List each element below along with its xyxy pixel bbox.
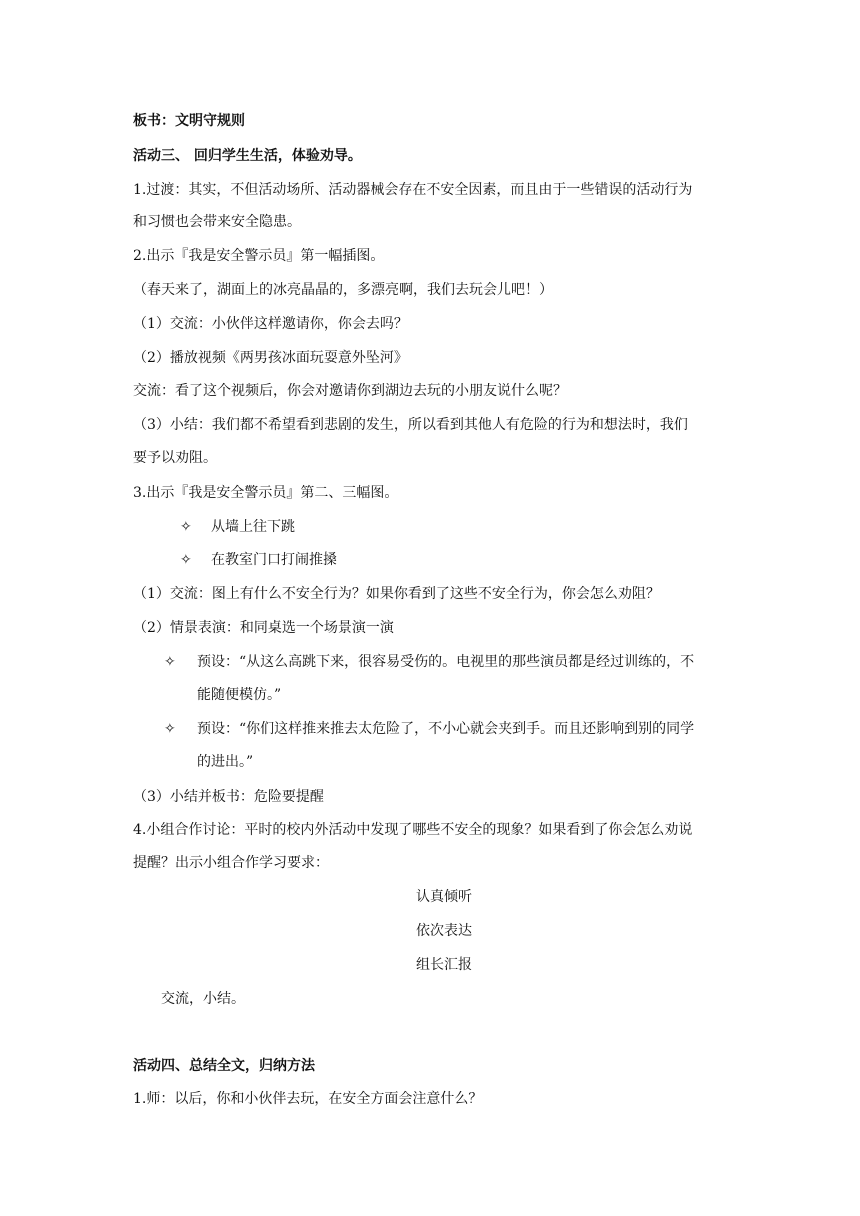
paragraph-2-item-3-line-2: 要予以劝阻。: [133, 450, 217, 466]
paragraph-2-quote: （春天来了，湖面上的冰亮晶晶的，多漂亮啊，我们去玩会儿吧！）: [133, 282, 553, 298]
bullet-diamond-icon: ✧: [164, 721, 176, 737]
paragraph-4-talk: 交流，小结。: [161, 991, 245, 1007]
paragraph-2-item-2: （2）播放视频《两男孩冰面玩耍意外坠河》: [133, 350, 408, 366]
paragraph-3-item-1: （1）交流：图上有什么不安全行为？如果你看到了这些不安全行为，你会怎么劝阻？: [133, 586, 660, 602]
paragraph-4-line-2: 提醒？出示小组合作学习要求：: [133, 855, 329, 871]
board-writing-1: 板书：文明守规则: [133, 113, 245, 129]
paragraph-3: 3.出示『我是安全警示员』第二、三幅图。: [133, 485, 399, 501]
bullet-item-2: 在教室门口打闹推搡: [211, 552, 337, 568]
bullet-diamond-icon: ✧: [164, 654, 176, 670]
paragraph-2-item-1: （1）交流：小伙伴这样邀请你，你会去吗？: [133, 316, 408, 332]
preset-2-line-2: 的进出。”: [197, 754, 254, 770]
paragraph-3-item-2: （2）情景表演：和同桌选一个场景演一演: [133, 620, 394, 636]
paragraph-4-line-1: 4.小组合作讨论：平时的校内外活动中发现了哪些不安全的现象？如果看到了你会怎么劝说: [133, 822, 693, 838]
requirement-3: 组长汇报: [416, 957, 472, 973]
bullet-diamond-icon: ✧: [180, 519, 192, 535]
activity-4-heading: 活动四、总结全文，归纳方法: [133, 1058, 315, 1074]
paragraph-2-talk: 交流：看了这个视频后，你会对邀请你到湖边去玩的小朋友说什么呢？: [133, 383, 567, 399]
preset-1-line-1: 预设：“从这么高跳下来，很容易受伤的。电视里的那些演员都是经过训练的，不: [197, 654, 695, 670]
paragraph-3-item-3: （3）小结并板书：危险要提醒: [133, 789, 324, 805]
bullet-item-1: 从墙上往下跳: [211, 519, 295, 535]
bullet-diamond-icon: ✧: [180, 552, 192, 568]
preset-2-line-1: 预设：“你们这样推来推去太危险了，不小心就会夹到手。而且还影响到别的同学: [197, 721, 695, 737]
requirement-2: 依次表达: [416, 923, 472, 939]
activity-3-heading: 活动三、 回归学生生活，体验劝导。: [133, 148, 362, 164]
paragraph-2-item-3-line-1: （3）小结：我们都不希望看到悲剧的发生，所以看到其他人有危险的行为和想法时，我们: [133, 417, 688, 433]
paragraph-5: 1.师：以后，你和小伙伴去玩，在安全方面会注意什么？: [133, 1091, 483, 1107]
preset-1-line-2: 能随便模仿。”: [197, 687, 282, 703]
paragraph-1-line-2: 和习惯也会带来安全隐患。: [133, 214, 301, 230]
paragraph-2: 2.出示『我是安全警示员』第一幅插图。: [133, 248, 385, 264]
paragraph-1-line-1: 1.过渡：其实，不但活动场所、活动器械会存在不安全因素，而且由于一些错误的活动行为: [133, 182, 693, 198]
requirement-1: 认真倾听: [416, 889, 472, 905]
